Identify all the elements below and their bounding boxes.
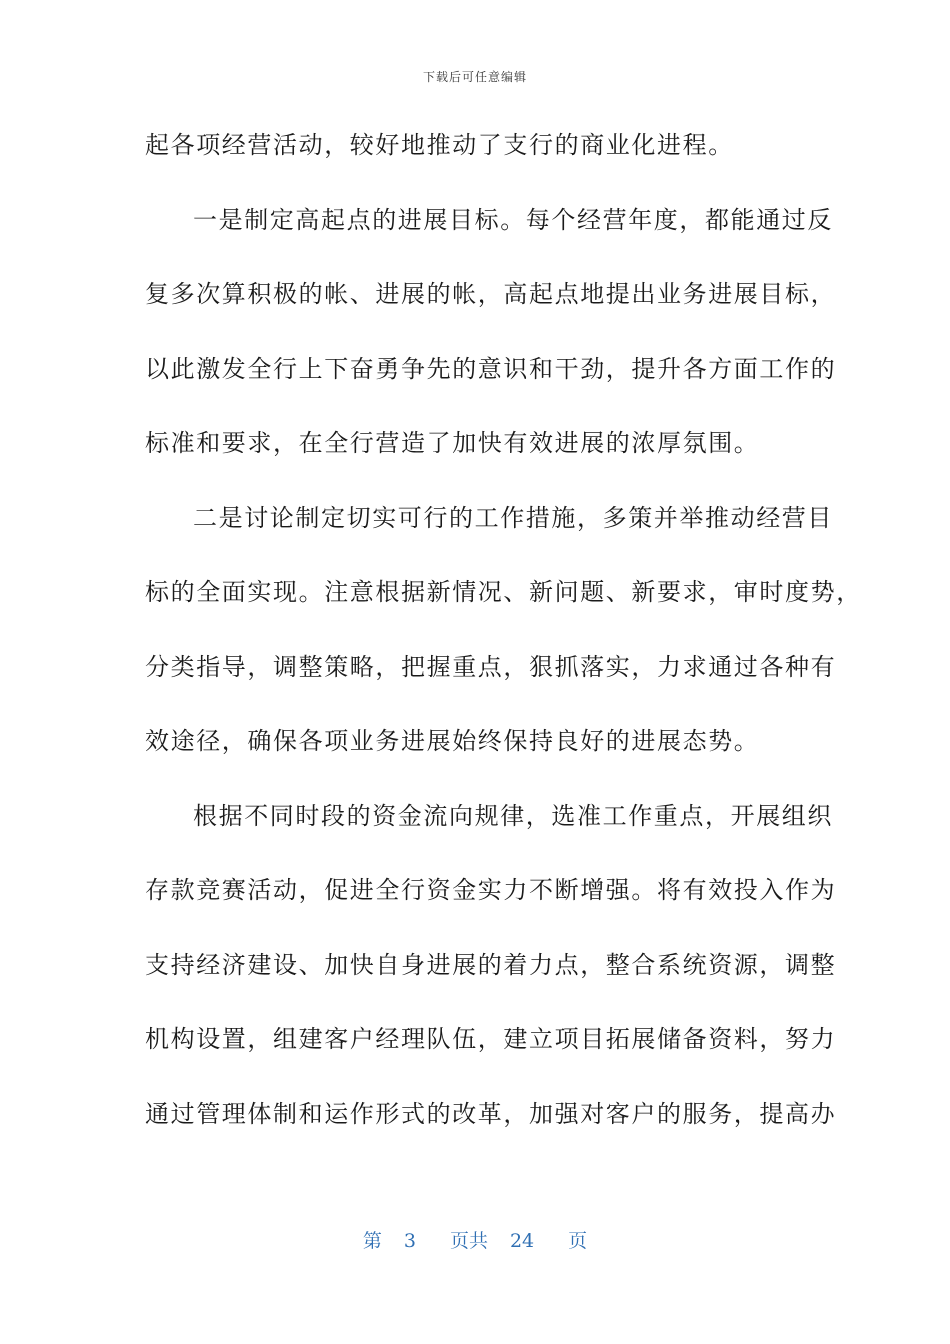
text-line: 以此激发全行上下奋勇争先的意识和干劲，提升各方面工作的 xyxy=(145,354,837,383)
text-line: 分类指导，调整策略，把握重点，狠抓落实，力求通过各种有 xyxy=(145,652,837,681)
footer-suffix: 页 xyxy=(568,1230,588,1252)
total-pages-number: 24 xyxy=(509,1230,535,1252)
text-line: 机构设置，组建客户经理队伍，建立项目拓展储备资料，努力 xyxy=(145,1025,837,1053)
text-line: 起各项经营活动，较好地推动了支行的商业化进程。 xyxy=(145,131,734,159)
text-line: 标准和要求，在全行营造了加快有效进展的浓厚氛围。 xyxy=(145,429,760,457)
footer-middle: 页共 xyxy=(449,1230,488,1252)
text-line: 复多次算积极的帐、进展的帐，高起点地提出业务进展目标， xyxy=(145,280,837,308)
header-note: 下载后可任意编辑 xyxy=(422,70,527,84)
paragraph-start-line: 一是制定高起点的进展目标。每个经营年度，都能通过反 xyxy=(193,205,833,234)
current-page-number: 3 xyxy=(403,1230,416,1252)
paragraph-start-line: 二是讨论制定切实可行的工作措施，多策并举推动经营目 xyxy=(193,503,833,532)
page-number-footer xyxy=(0,1226,950,1253)
text-line: 支持经济建设、加快自身进展的着力点，整合系统资源，调整 xyxy=(145,950,837,979)
footer-prefix: 第 xyxy=(362,1230,382,1252)
text-line: 通过管理体制和运作形式的改革，加强对客户的服务，提高办 xyxy=(145,1099,837,1128)
text-line: 效途径，确保各项业务进展始终保持良好的进展态势。 xyxy=(145,727,760,755)
text-line: 标的全面实现。注意根据新情况、新问题、新要求，审时度势， xyxy=(145,578,862,606)
paragraph-start-line: 根据不同时段的资金流向规律，选准工作重点，开展组织 xyxy=(193,801,833,830)
text-line: 存款竞赛活动，促进全行资金实力不断增强。将有效投入作为 xyxy=(145,876,837,904)
body-text xyxy=(145,122,862,1165)
